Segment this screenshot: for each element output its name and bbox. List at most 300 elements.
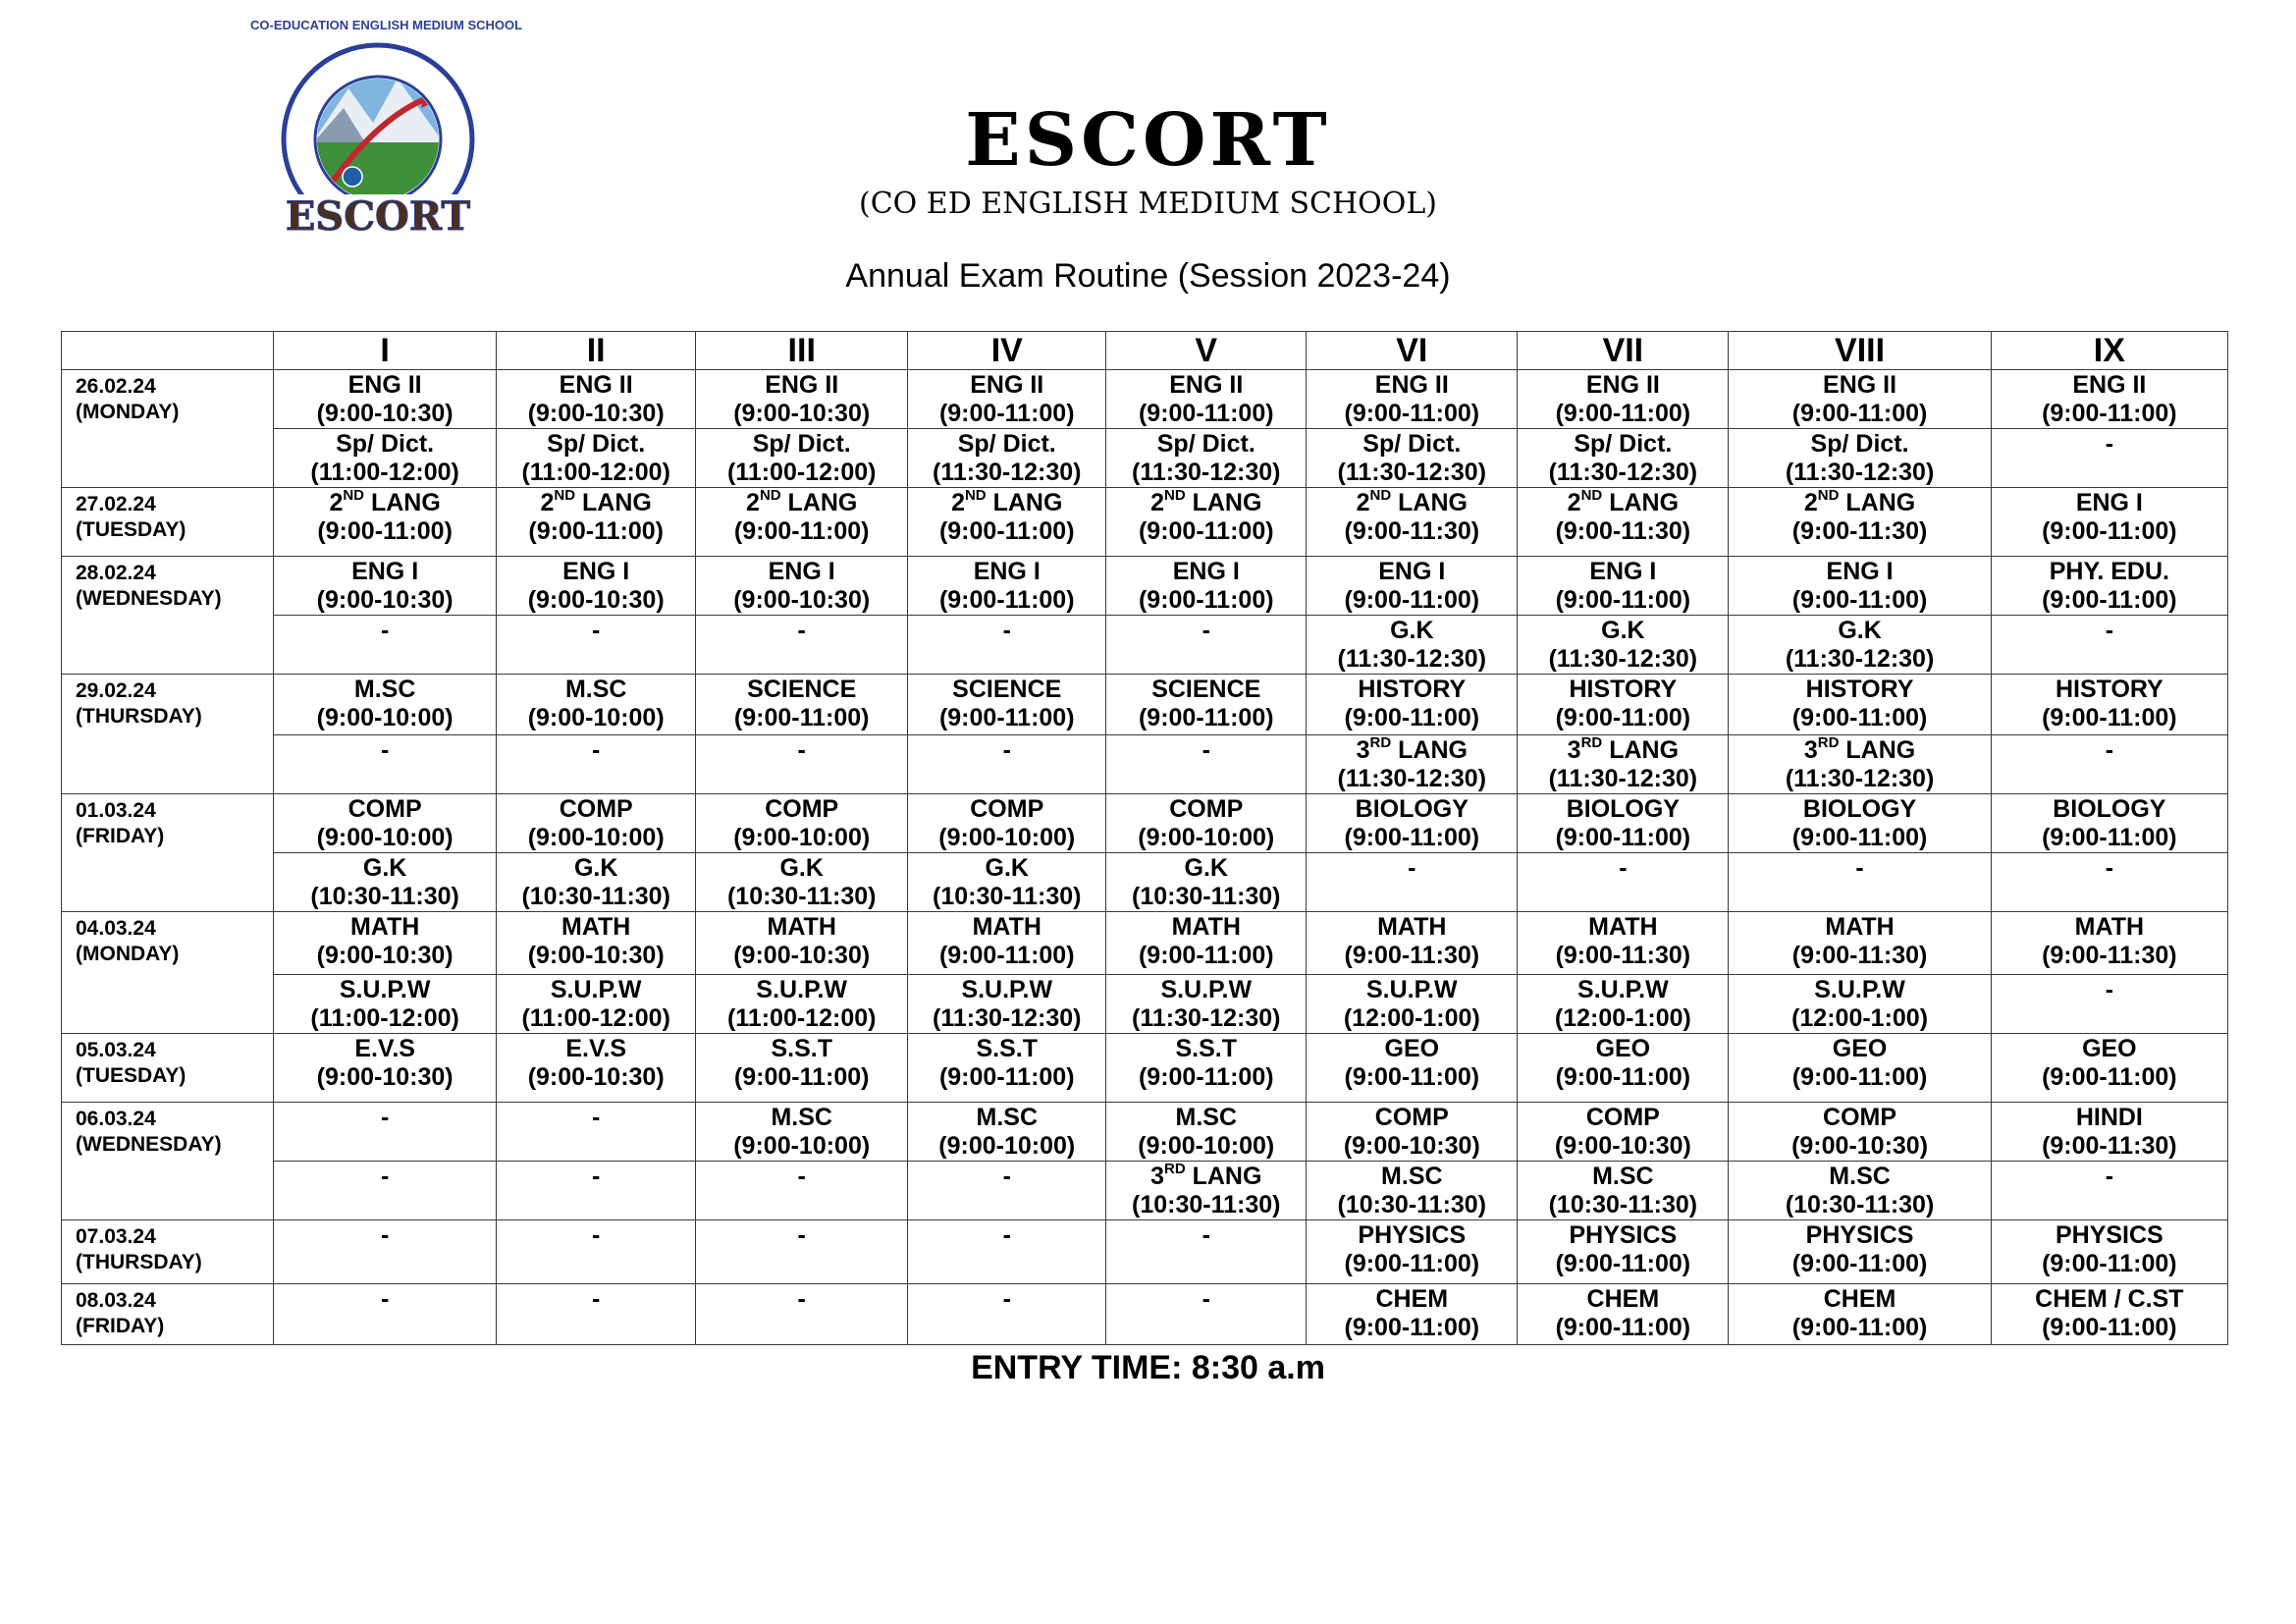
subject-name: 2ND LANG (746, 486, 858, 516)
exam-date: 05.03.24 (76, 1039, 156, 1061)
exam-cell (274, 1103, 497, 1162)
column-header-class: III (696, 332, 908, 370)
ordinal-suffix: ND (759, 486, 781, 504)
exam-cell (497, 1284, 696, 1345)
exam-cell (696, 794, 908, 853)
subject-name: - (1201, 617, 1210, 644)
subject-name: MATH (561, 913, 631, 941)
exam-time: (9:00-11:00) (1555, 824, 1691, 851)
subject-name: ENG II (347, 371, 422, 399)
school-subtitle: (CO ED ENGLISH MEDIUM SCHOOL) (859, 187, 1437, 221)
subject-name: S.U.P.W (550, 976, 642, 1003)
exam-time: (9:00-11:00) (1555, 704, 1691, 731)
subject-name: - (797, 617, 806, 644)
exam-time: (9:00-11:00) (1791, 586, 1928, 614)
subject-name: S.S.T (1175, 1035, 1238, 1062)
exam-weekday: (THURSDAY) (76, 705, 202, 728)
exam-cell (1729, 557, 1991, 616)
subject-name: Sp/ Dict. (547, 430, 646, 458)
exam-time: (9:00-11:30) (1555, 942, 1691, 969)
subject-name: S.U.P.W (339, 976, 431, 1003)
ordinal-suffix: ND (343, 486, 365, 504)
subject-name: PHYSICS (1805, 1221, 1914, 1249)
exam-cell (908, 794, 1106, 853)
exam-time: (9:00-11:00) (1555, 400, 1691, 427)
exam-cell (1106, 370, 1307, 429)
subject-name: M.SC (1592, 1163, 1654, 1190)
subject-name: HINDI (2075, 1104, 2143, 1131)
ordinal-suffix: ND (554, 486, 576, 504)
exam-time: (11:30-12:30) (1337, 459, 1487, 486)
subject-name: COMP (1374, 1104, 1449, 1131)
exam-time: (9:00-10:00) (1138, 1132, 1275, 1160)
subject-name: - (2105, 854, 2114, 882)
date-cell (62, 1103, 274, 1220)
exam-cell (1991, 975, 2227, 1034)
subject-name: - (2105, 617, 2114, 644)
exam-cell (274, 616, 497, 675)
subject-name: ENG II (1585, 371, 1660, 399)
subject-name: - (592, 617, 601, 644)
exam-time: (9:00-11:00) (938, 704, 1075, 731)
school-name: ESCORT (965, 98, 1331, 183)
table-row (62, 1220, 2228, 1284)
exam-cell (497, 370, 696, 429)
subject-name: 3RD LANG (1803, 733, 1916, 764)
column-header-class: VII (1518, 332, 1729, 370)
subject-name: COMP (1823, 1104, 1897, 1131)
exam-cell (696, 429, 908, 488)
exam-time: (9:00-11:00) (938, 586, 1075, 614)
subject-name: S.U.P.W (1577, 976, 1669, 1003)
exam-time: (10:30-11:30) (310, 883, 459, 910)
subject-name: ENG I (2075, 489, 2143, 516)
exam-time: (9:00-10:00) (1138, 824, 1275, 851)
subject-name: SCIENCE (952, 676, 1062, 703)
table-row (62, 794, 2228, 853)
exam-cell (1729, 912, 1991, 975)
exam-cell (1307, 488, 1518, 557)
subject-name: ENG I (973, 558, 1041, 585)
exam-cell (696, 1284, 908, 1345)
exam-cell (1106, 912, 1307, 975)
exam-cell (1991, 853, 2227, 912)
exam-time: (9:00-11:00) (317, 517, 453, 545)
exam-time: (9:00-11:00) (938, 1063, 1075, 1091)
exam-time: (9:00-10:00) (938, 1132, 1076, 1160)
exam-time: (9:00-10:30) (733, 400, 871, 427)
subject-name: - (380, 1104, 390, 1131)
subject-name: CHEM (1823, 1285, 1896, 1313)
exam-time: (11:30-12:30) (1785, 765, 1935, 792)
exam-time: (9:00-10:00) (733, 824, 871, 851)
exam-cell (1518, 1284, 1729, 1345)
subject-name: MATH (972, 913, 1041, 941)
exam-time: (11:30-12:30) (1548, 645, 1698, 673)
subject-name: MATH (1588, 913, 1658, 941)
exam-cell (497, 1220, 696, 1284)
table-row (62, 557, 2228, 616)
exam-cell (274, 429, 497, 488)
exam-time: (9:00-11:00) (528, 517, 664, 545)
subject-name: Sp/ Dict. (1574, 430, 1673, 458)
exam-cell (1991, 794, 2227, 853)
subject-name: GEO (1595, 1035, 1651, 1062)
subject-name: - (1002, 617, 1011, 644)
subject-name: E.V.S (565, 1035, 626, 1062)
subject-name: SCIENCE (747, 676, 857, 703)
table-row (62, 1103, 2228, 1162)
table-header-row (62, 332, 2228, 370)
subject-name: G.K (362, 854, 407, 882)
subject-name: SCIENCE (1151, 676, 1261, 703)
exam-cell (1307, 1284, 1518, 1345)
exam-time: (9:00-11:00) (1791, 704, 1928, 731)
exam-cell (274, 794, 497, 853)
exam-time: (11:30-12:30) (1548, 459, 1698, 486)
exam-cell (1307, 1034, 1518, 1103)
exam-time: (11:00-12:00) (726, 459, 877, 486)
exam-time: (9:00-11:30) (1791, 942, 1928, 969)
exam-cell (908, 370, 1106, 429)
exam-time: (9:00-10:00) (527, 824, 665, 851)
ordinal-suffix: ND (1817, 486, 1840, 504)
exam-time: (9:00-11:00) (2042, 1250, 2177, 1277)
subject-name: ENG II (2072, 371, 2147, 399)
exam-weekday: (FRIDAY) (76, 825, 165, 847)
exam-time: (9:00-11:00) (1344, 400, 1480, 427)
subject-name: HISTORY (1569, 676, 1678, 703)
ordinal-suffix: ND (1163, 486, 1186, 504)
exam-time: (9:00-11:00) (1791, 824, 1928, 851)
exam-time: (9:00-10:30) (316, 942, 454, 969)
subject-name: BIOLOGY (1802, 795, 1917, 823)
subject-name: S.U.P.W (961, 976, 1053, 1003)
subject-name: - (797, 736, 806, 764)
exam-time: (11:30-12:30) (1785, 645, 1935, 673)
exam-date: 26.02.24 (76, 375, 156, 398)
subject-name: MATH (767, 913, 836, 941)
exam-cell (1518, 1103, 1729, 1162)
subject-name: G.K (1601, 617, 1645, 644)
exam-cell (1729, 1220, 1991, 1284)
exam-weekday: (TUESDAY) (76, 1064, 187, 1087)
exam-cell (696, 1220, 908, 1284)
subject-name: ENG II (559, 371, 633, 399)
exam-weekday: (WEDNESDAY) (76, 587, 222, 610)
subject-name: ENG II (970, 371, 1044, 399)
subject-name: - (2105, 976, 2114, 1003)
exam-cell (908, 853, 1106, 912)
exam-date: 06.03.24 (76, 1108, 156, 1130)
exam-cell (696, 488, 908, 557)
subject-name: Sp/ Dict. (336, 430, 435, 458)
exam-cell (1307, 975, 1518, 1034)
exam-cell (1106, 557, 1307, 616)
exam-time: (9:00-11:00) (733, 704, 870, 731)
exam-time: (9:00-10:30) (1343, 1132, 1480, 1160)
subject-name: - (592, 1221, 601, 1249)
exam-time: (9:00-11:00) (1344, 1314, 1480, 1341)
subject-name: S.U.P.W (1814, 976, 1905, 1003)
subject-name: ENG II (1374, 371, 1449, 399)
exam-cell (274, 488, 497, 557)
subject-name: - (592, 1163, 601, 1190)
exam-weekday: (MONDAY) (76, 401, 180, 423)
subject-name: Sp/ Dict. (1362, 430, 1462, 458)
table-row (62, 429, 2228, 488)
exam-time: (9:00-10:30) (527, 400, 665, 427)
subject-name: BIOLOGY (1355, 795, 1468, 823)
exam-cell (1729, 975, 1991, 1034)
exam-cell (908, 735, 1106, 794)
exam-cell (696, 616, 908, 675)
exam-cell (1729, 616, 1991, 675)
subject-name: ENG I (351, 558, 419, 585)
date-cell (62, 370, 274, 488)
exam-cell (696, 1162, 908, 1220)
exam-cell (1991, 735, 2227, 794)
subject-name: S.U.P.W (756, 976, 848, 1003)
exam-cell (1729, 794, 1991, 853)
subject-name: ENG I (1589, 558, 1657, 585)
exam-cell (1106, 853, 1307, 912)
exam-cell (274, 1034, 497, 1103)
subject-name: - (1002, 736, 1011, 764)
exam-cell (1307, 735, 1518, 794)
exam-time: (9:00-11:30) (1791, 517, 1928, 545)
table-row (62, 675, 2228, 735)
subject-name: - (592, 1285, 601, 1313)
exam-time: (9:00-10:30) (1791, 1132, 1929, 1160)
exam-cell (696, 853, 908, 912)
exam-time: (11:00-12:00) (521, 1004, 670, 1032)
exam-cell (908, 1220, 1106, 1284)
exam-cell (1518, 1220, 1729, 1284)
exam-date: 08.03.24 (76, 1289, 156, 1312)
exam-cell (1106, 429, 1307, 488)
subject-name: ENG I (562, 558, 630, 585)
exam-cell (497, 1162, 696, 1220)
exam-time: (9:00-11:00) (1555, 1250, 1691, 1277)
exam-weekday: (MONDAY) (76, 943, 180, 965)
exam-cell (908, 616, 1106, 675)
exam-time: (11:00-12:00) (310, 459, 459, 486)
exam-time: (9:00-11:00) (1138, 586, 1274, 614)
exam-time: (9:00-11:00) (1555, 1063, 1691, 1091)
subject-name: ENG I (768, 558, 835, 585)
subject-name: PHYSICS (1569, 1221, 1678, 1249)
subject-name: 2ND LANG (540, 486, 652, 516)
exam-time: (9:00-11:00) (1344, 1063, 1480, 1091)
subject-name: S.U.P.W (1365, 976, 1458, 1003)
subject-name: MATH (1825, 913, 1895, 941)
exam-time: (9:00-10:00) (733, 1132, 871, 1160)
exam-time: (11:30-12:30) (1132, 1004, 1281, 1032)
exam-cell (497, 912, 696, 975)
subject-name: M.SC (1175, 1104, 1237, 1131)
exam-date: 29.02.24 (76, 679, 156, 702)
exam-cell (1307, 912, 1518, 975)
exam-time: (9:00-10:00) (527, 704, 665, 731)
exam-cell (497, 1103, 696, 1162)
subject-name: - (380, 1163, 390, 1190)
subject-name: S.U.P.W (1160, 976, 1253, 1003)
exam-cell (1729, 1103, 1991, 1162)
subject-name: PHY. EDU. (2049, 558, 2169, 585)
exam-cell (908, 557, 1106, 616)
exam-cell (1518, 1162, 1729, 1220)
exam-date: 07.03.24 (76, 1225, 156, 1248)
subject-name: - (797, 1221, 806, 1249)
exam-time: (9:00-11:00) (1791, 1314, 1928, 1341)
exam-date: 01.03.24 (76, 799, 156, 822)
subject-name: - (592, 736, 601, 764)
exam-cell (1991, 488, 2227, 557)
exam-cell (1106, 488, 1307, 557)
exam-cell (497, 794, 696, 853)
exam-cell (696, 912, 908, 975)
exam-cell (1991, 370, 2227, 429)
subject-name: PHYSICS (1358, 1221, 1467, 1249)
ordinal-suffix: RD (1163, 1160, 1186, 1177)
subject-name: COMP (559, 795, 633, 823)
subject-name: - (2105, 736, 2114, 764)
subject-name: M.SC (1829, 1163, 1891, 1190)
subject-name: BIOLOGY (2053, 795, 2166, 823)
exam-cell (274, 1162, 497, 1220)
exam-weekday: (WEDNESDAY) (76, 1133, 222, 1156)
exam-cell (696, 675, 908, 735)
subject-name: G.K (985, 854, 1029, 882)
exam-cell (274, 912, 497, 975)
exam-cell (908, 975, 1106, 1034)
exam-date: 04.03.24 (76, 917, 156, 940)
exam-cell (696, 1034, 908, 1103)
exam-cell (274, 370, 497, 429)
subject-name: - (592, 1104, 601, 1131)
exam-cell (1729, 675, 1991, 735)
subject-name: MATH (349, 913, 420, 941)
exam-cell (696, 735, 908, 794)
subject-name: S.S.T (771, 1035, 832, 1062)
exam-cell (1729, 853, 1991, 912)
exam-cell (1518, 794, 1729, 853)
subject-name: E.V.S (354, 1035, 415, 1062)
subject-name: M.SC (1381, 1163, 1443, 1190)
exam-cell (497, 488, 696, 557)
exam-time: (9:00-11:00) (1344, 1250, 1480, 1277)
subject-name: - (1201, 1285, 1210, 1313)
date-cell (62, 1034, 274, 1103)
date-cell (62, 912, 274, 1034)
ordinal-suffix: ND (964, 486, 987, 504)
subject-name: M.SC (976, 1104, 1038, 1131)
subject-name: G.K (1838, 617, 1882, 644)
exam-cell (1307, 557, 1518, 616)
exam-cell (1106, 735, 1307, 794)
exam-time: (9:00-10:00) (316, 824, 454, 851)
exam-cell (1106, 1103, 1307, 1162)
exam-time: (10:30-11:30) (933, 883, 1082, 910)
exam-cell (497, 675, 696, 735)
ordinal-suffix: RD (1817, 733, 1840, 751)
exam-time: (9:00-11:00) (1555, 586, 1691, 614)
exam-cell (1991, 616, 2227, 675)
column-header-date (62, 332, 274, 370)
subject-name: M.SC (353, 676, 416, 703)
table-row (62, 735, 2228, 794)
subject-name: - (380, 736, 390, 764)
exam-cell (1729, 1284, 1991, 1345)
exam-cell (497, 616, 696, 675)
table-row (62, 1034, 2228, 1103)
exam-cell (1518, 912, 1729, 975)
exam-cell (908, 429, 1106, 488)
subject-name: 2ND LANG (329, 486, 441, 516)
subject-name: HISTORY (1358, 676, 1467, 703)
exam-cell (1307, 1220, 1518, 1284)
subject-name: 3RD LANG (1356, 733, 1468, 764)
subject-name: M.SC (564, 676, 627, 703)
exam-cell (1518, 557, 1729, 616)
exam-cell (1991, 1162, 2227, 1220)
exam-time: (9:00-11:00) (2042, 824, 2177, 851)
subject-name: COMP (1169, 795, 1244, 823)
subject-name: GEO (1384, 1035, 1440, 1062)
exam-time: (10:30-11:30) (1132, 883, 1281, 910)
subject-name: - (380, 1221, 390, 1249)
exam-time: (9:00-11:30) (2042, 942, 2177, 969)
exam-time: (11:30-12:30) (933, 459, 1082, 486)
column-header-class: I (274, 332, 497, 370)
exam-time: (9:00-10:00) (316, 704, 454, 731)
exam-cell (1307, 370, 1518, 429)
subject-name: 2ND LANG (1803, 486, 1916, 516)
exam-time: (9:00-10:30) (527, 586, 665, 614)
exam-cell (1991, 1220, 2227, 1284)
exam-time: (11:30-12:30) (1337, 765, 1487, 792)
subject-name: - (797, 1285, 806, 1313)
exam-cell (1307, 616, 1518, 675)
exam-cell (1307, 794, 1518, 853)
subject-name: ENG II (1823, 371, 1897, 399)
exam-weekday: (TUESDAY) (76, 518, 187, 541)
exam-time: (9:00-11:00) (2042, 704, 2177, 731)
subject-name: - (380, 1285, 390, 1313)
exam-cell (1518, 975, 1729, 1034)
exam-time: (9:00-11:00) (2042, 517, 2177, 545)
subject-name: - (2105, 430, 2114, 458)
exam-cell (1729, 488, 1991, 557)
exam-time: (10:30-11:30) (1337, 1191, 1487, 1218)
subject-name: - (797, 1163, 806, 1190)
exam-time: (11:30-12:30) (1132, 459, 1281, 486)
exam-time: (9:00-10:30) (316, 586, 454, 614)
table-row (62, 1162, 2228, 1220)
exam-cell (1991, 912, 2227, 975)
subject-name: Sp/ Dict. (1810, 430, 1909, 458)
exam-cell (1106, 1220, 1307, 1284)
subject-name: COMP (1585, 1104, 1660, 1131)
exam-cell (1518, 675, 1729, 735)
exam-cell (1518, 488, 1729, 557)
exam-time: (9:00-11:00) (1138, 704, 1274, 731)
column-header-class: IX (1991, 332, 2227, 370)
exam-cell (1991, 557, 2227, 616)
exam-time: (11:30-12:30) (1548, 765, 1698, 792)
table-row (62, 1284, 2228, 1345)
